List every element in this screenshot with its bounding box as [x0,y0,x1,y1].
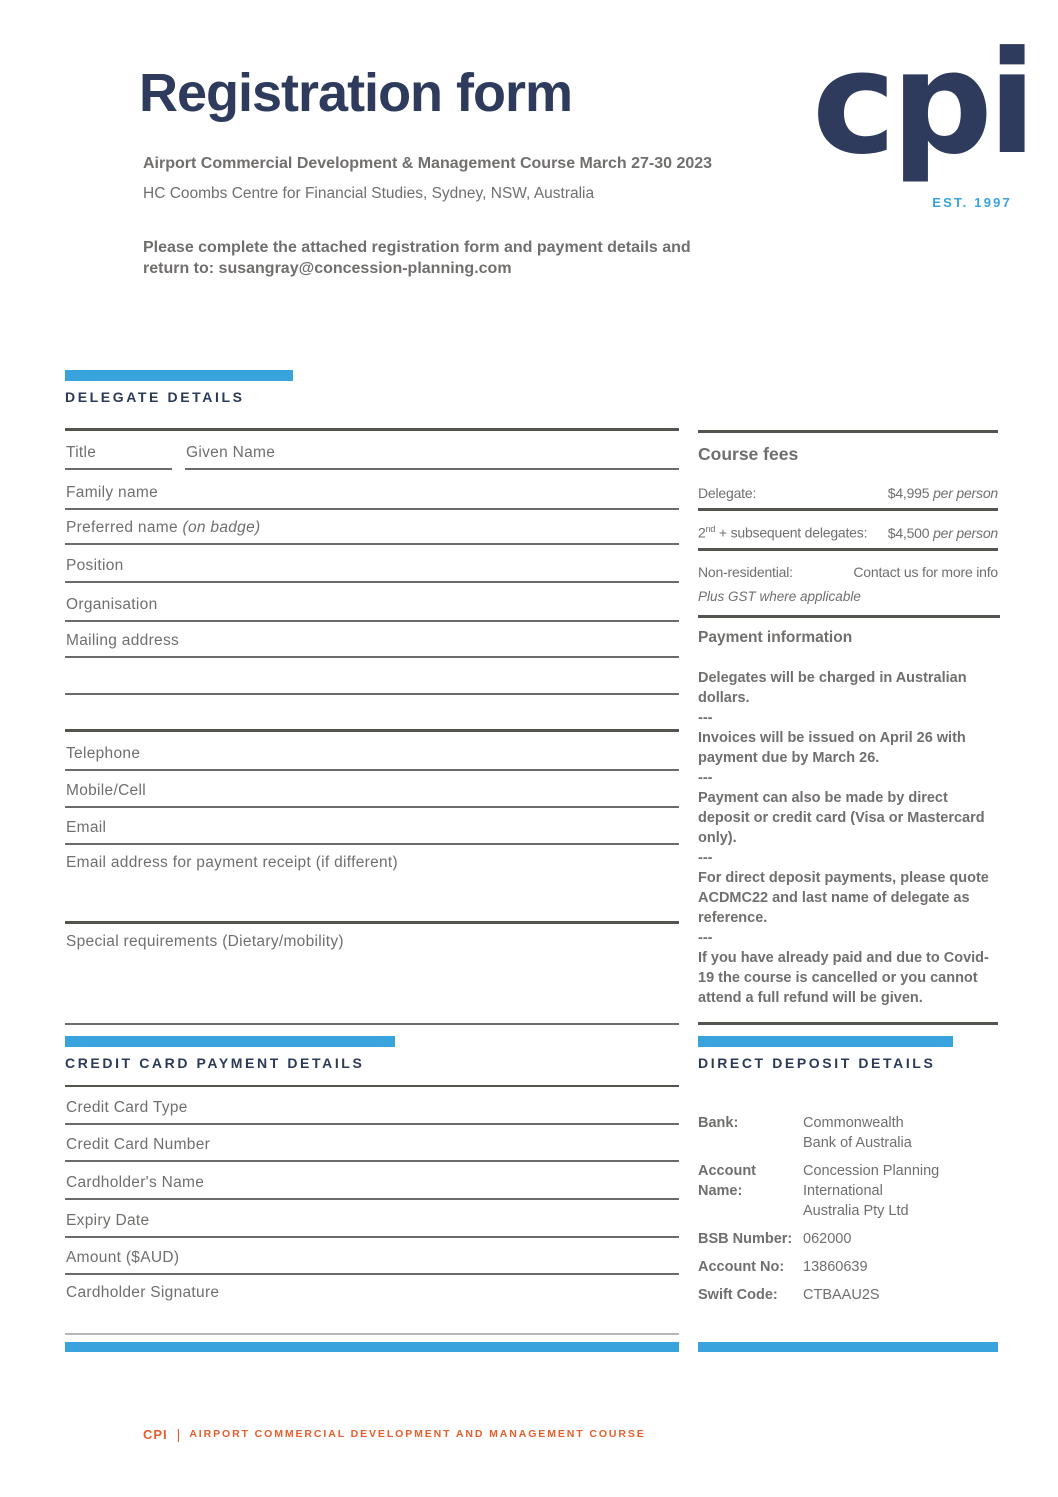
field-label: Credit Card Type [66,1099,188,1116]
section-heading: DIRECT DEPOSIT DETAILS [698,1055,936,1071]
field-label: Expiry Date [66,1212,150,1229]
payment-info-heading: Payment information [698,629,853,646]
fee-label: Delegate: [698,485,757,501]
footer-accent-bar-left [65,1342,679,1352]
contact-email[interactable]: susangray@concession-planning.com [218,260,512,277]
field-label: Credit Card Number [66,1136,211,1153]
payment-info-paragraph: Invoices will be issued on April 26 with payment due by March 26. [698,730,966,766]
dd-label: BSB Number: [698,1231,793,1247]
field-expiry-date[interactable] [65,1200,679,1238]
dd-label: Account No: [698,1259,785,1275]
dd-row-account-name [698,1161,998,1221]
field-preferred-name[interactable] [65,510,679,545]
paragraph-separator: --- [698,850,713,866]
paragraph-separator: --- [698,710,713,726]
accent-bar [698,1036,953,1047]
accent-bar [65,1036,395,1047]
field-mailing-address[interactable] [65,622,679,658]
field-label: Cardholder's Name [66,1174,205,1191]
row-title-given-name [65,431,679,470]
fee-value: Contact us for more info [853,563,998,580]
field-label: Mailing address [66,632,180,649]
section-credit-card [65,1036,679,1071]
field-cardholder-name[interactable] [65,1162,679,1200]
section-direct-deposit [698,1036,998,1071]
payment-information-panel [698,615,1000,1008]
field-label: Email address for payment receipt (if different) [66,854,398,871]
direct-deposit-table [698,1100,998,1313]
field-label: Amount ($AUD) [66,1249,180,1266]
payment-info-paragraph: If you have already paid and due to Covid-19 the course is cancelled or you cannot attend a full refund will be given. [698,950,989,1006]
section-heading: CREDIT CARD PAYMENT DETAILS [65,1055,365,1071]
dd-label: Account Name: [698,1163,756,1199]
fee-row-subsequent [698,524,998,551]
field-telephone[interactable] [65,732,679,771]
dd-value: Concession Planning International Australia Pty Ltd [803,1163,940,1219]
paragraph-separator: --- [698,930,713,946]
dd-value: Commonwealth Bank of Australia [803,1115,912,1151]
field-label: Special requirements (Dietary/mobility) [66,933,344,950]
page-title: Registration form [139,63,573,123]
instructions-line2: return to: susangray@concession-planning.com [143,260,512,277]
dd-row-bsb [698,1229,998,1249]
field-credit-card-type[interactable] [65,1087,679,1125]
dd-value: 13860639 [803,1259,868,1275]
field-label: Title [66,444,97,461]
cpi-logo: cpi [812,21,1032,186]
field-cardholder-signature[interactable] [65,1275,679,1335]
field-mobile-cell[interactable] [65,771,679,808]
footer-brand: CPI [143,1426,168,1442]
field-email-receipt[interactable] [65,845,679,924]
dd-row-bank [698,1113,998,1153]
field-organisation[interactable] [65,583,679,622]
dd-label: Bank: [698,1115,739,1131]
dd-row-swift [698,1285,998,1305]
payment-info-paragraph: Delegates will be charged in Australian dollars. [698,670,967,706]
fee-row-nonresidential [698,564,998,580]
instructions-line1: Please complete the attached registration form and payment details and [143,239,691,256]
venue-line: HC Coombs Centre for Financial Studies, Sydney, NSW, Australia [143,185,595,202]
section-heading: DELEGATE DETAILS [65,389,245,405]
field-title[interactable] [65,431,172,470]
course-fees-heading: Course fees [698,444,799,464]
field-given-name[interactable] [185,431,679,470]
footer-divider: | [176,1426,181,1442]
footer [143,1426,646,1442]
field-family-name[interactable] [65,470,679,510]
gst-note: Plus GST where applicable [698,588,861,604]
accent-bar [65,370,293,381]
field-label: Given Name [186,444,276,461]
paragraph-separator: --- [698,770,713,786]
dd-value: CTBAAU2S [803,1287,880,1303]
footer-course-name: AIRPORT COMMERCIAL DEVELOPMENT AND MANAGEMENT COURSE [189,1428,646,1440]
dd-row-account-no [698,1257,998,1277]
divider-line [698,1022,998,1025]
field-mailing-address-line2[interactable] [65,658,679,695]
field-email[interactable] [65,808,679,845]
footer-accent-bar-right [698,1342,998,1352]
field-amount-aud[interactable] [65,1238,679,1275]
dd-value: 062000 [803,1231,852,1247]
course-title: Airport Commercial Development & Management Course March 27-30 2023 [143,155,713,172]
payment-info-paragraph: For direct deposit payments, please quote ACDMC22 and last name of delegate as reference. [698,870,989,926]
field-label: Email [66,819,107,836]
field-position[interactable] [65,545,679,583]
fee-label: Non-residential: [698,563,793,580]
field-label: Family name [66,484,159,501]
delegate-details-table [65,428,679,1025]
section-delegate-details [65,370,679,405]
credit-card-table [65,1085,679,1335]
course-fees-panel [698,430,998,604]
logo-established-text: EST. 1997 [932,195,1012,210]
field-label: Mobile/Cell [66,782,146,799]
fee-value: $4,995 per person [887,485,998,501]
field-label: Preferred name (on badge) [66,519,261,536]
field-credit-card-number[interactable] [65,1125,679,1162]
field-label: Position [66,557,124,574]
field-label: Telephone [66,745,141,762]
fee-row-delegate [698,485,998,511]
instructions [143,237,691,279]
fee-label: 2nd + subsequent delegates: [698,524,868,541]
field-label: Organisation [66,596,158,613]
field-mailing-address-line3[interactable] [65,695,679,732]
payment-info-paragraph: Payment can also be made by direct deposit or credit card (Visa or Mastercard only). [698,790,985,846]
field-special-requirements[interactable] [65,924,679,1025]
fee-value: $4,500 per person [887,524,998,541]
field-label: Cardholder Signature [66,1284,220,1301]
dd-label: Swift Code: [698,1287,778,1303]
